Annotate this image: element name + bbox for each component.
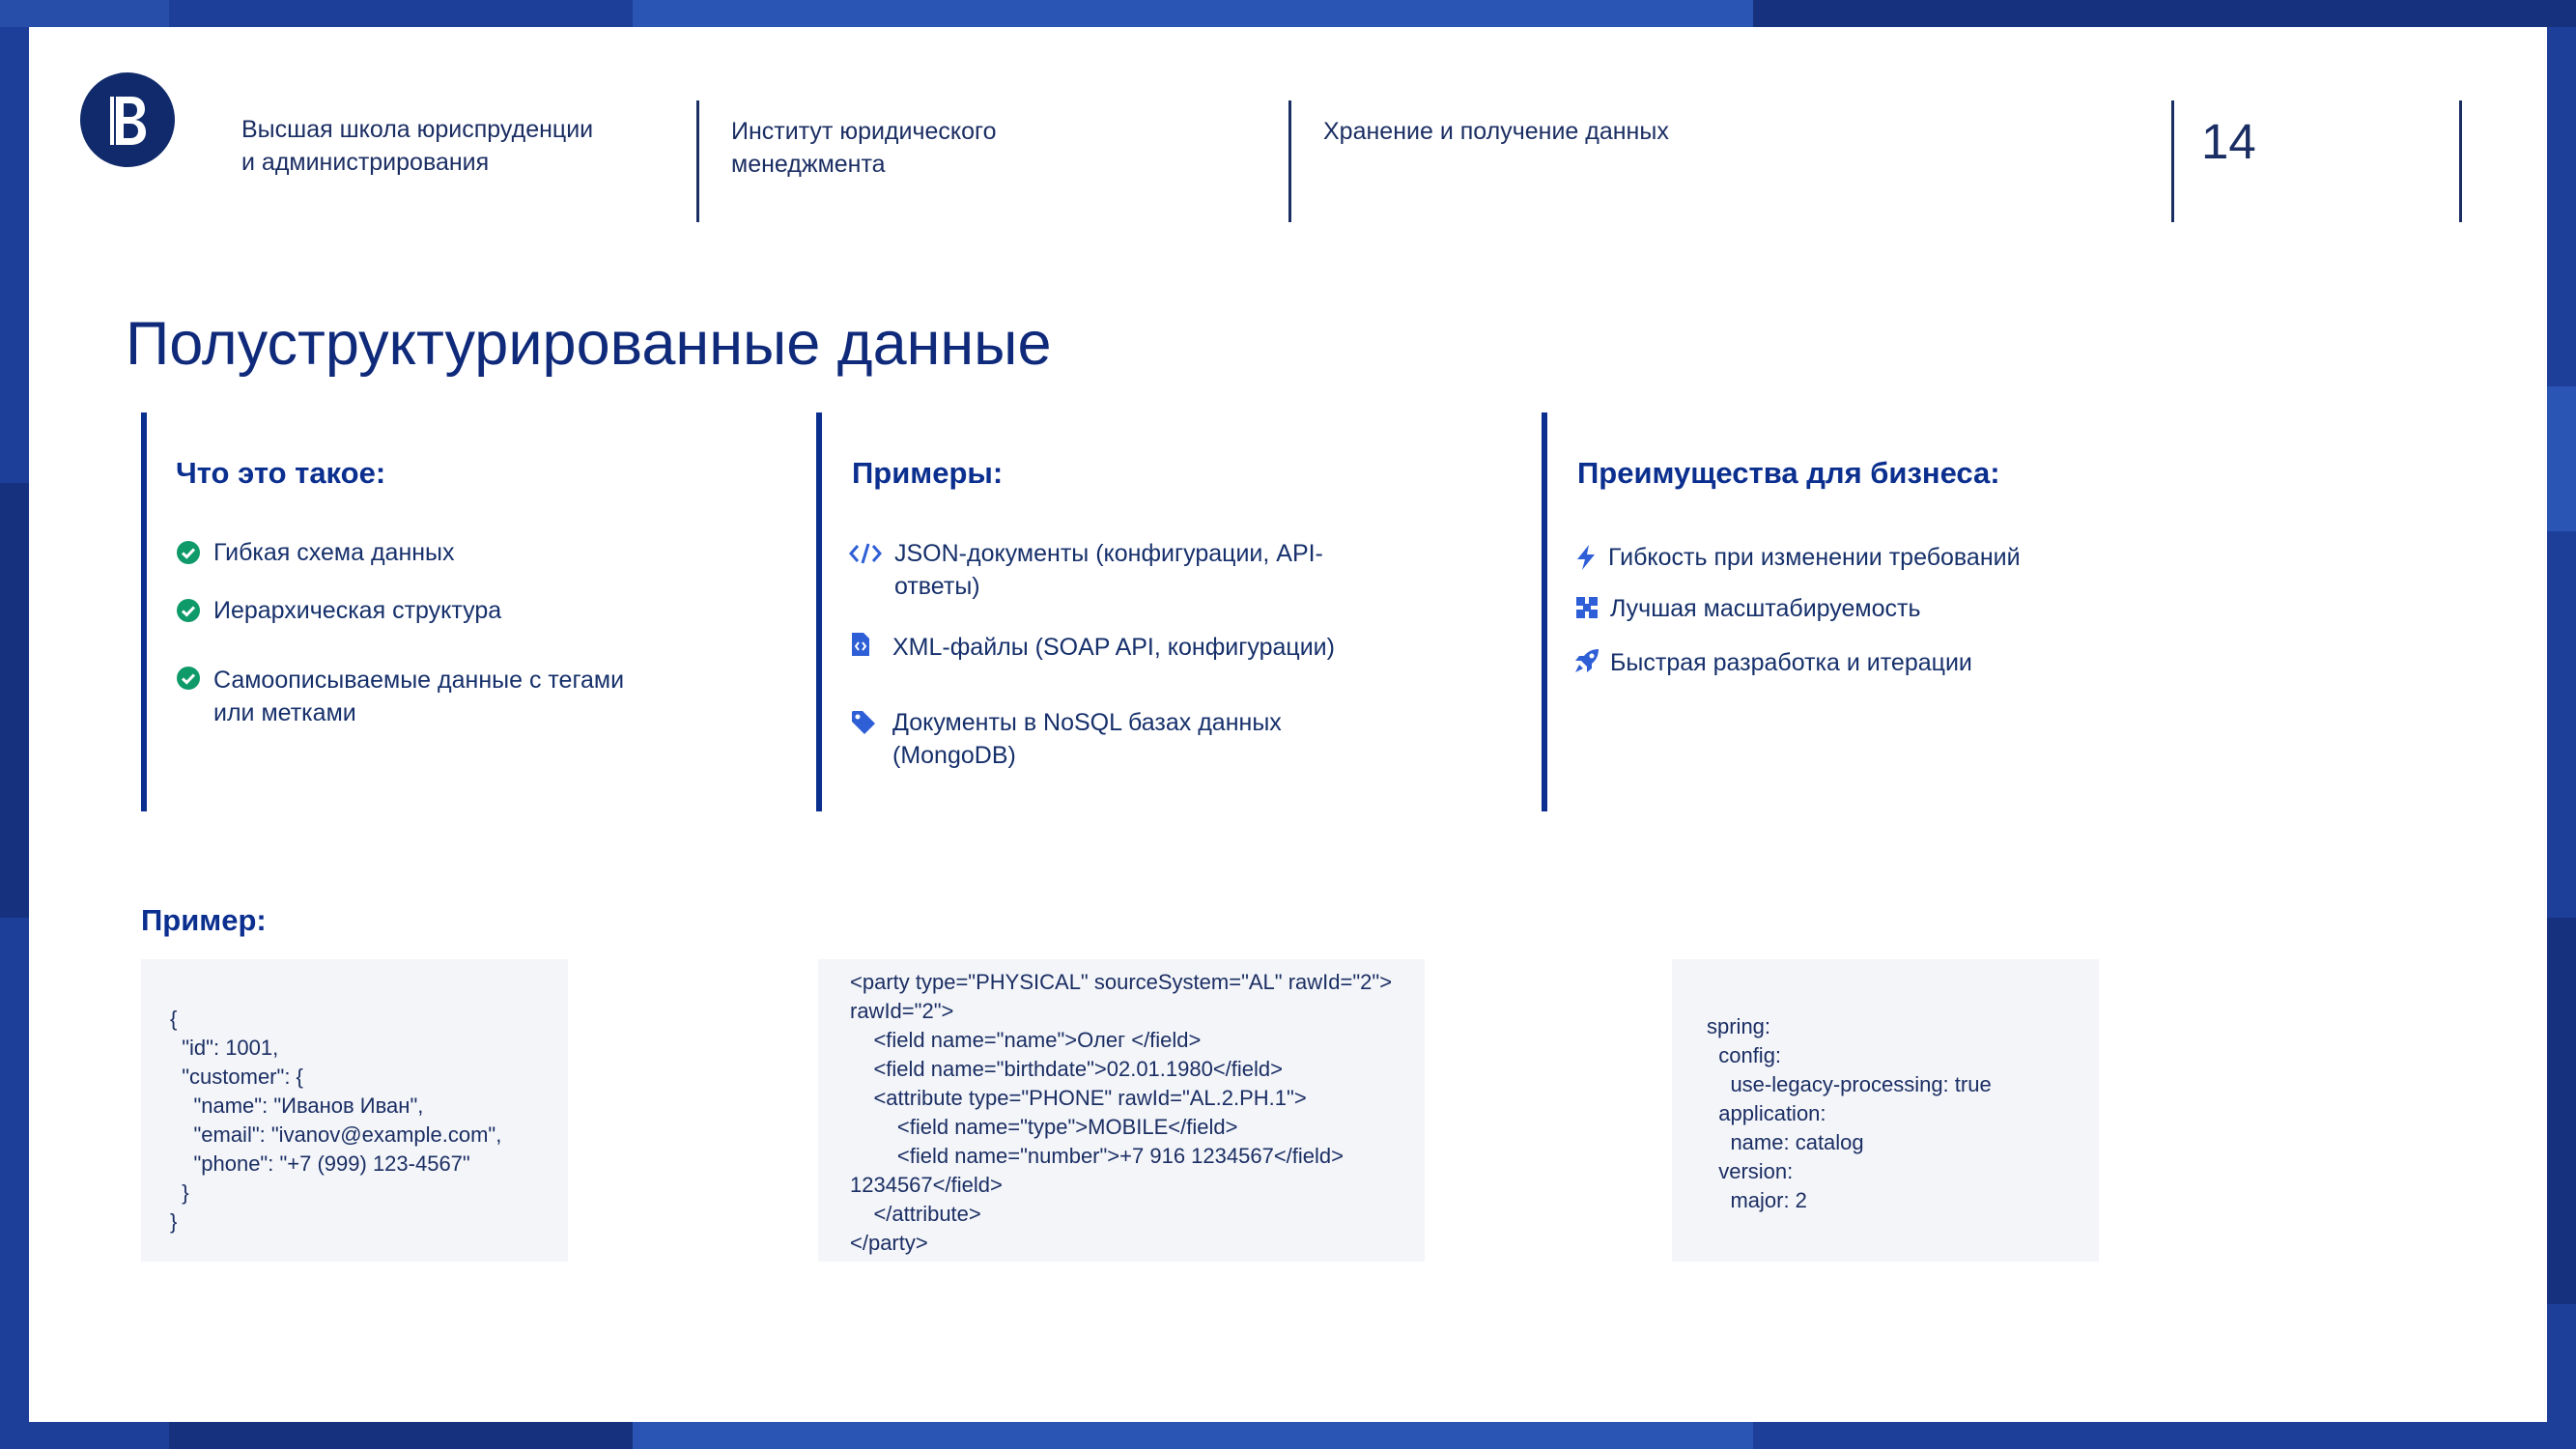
list-item	[1610, 646, 1972, 679]
list-item	[1610, 592, 1920, 625]
column-heading: Преимущества для бизнеса:	[1577, 456, 2000, 490]
list-item	[213, 664, 624, 729]
institute-name-line: менеджмента	[731, 151, 886, 178]
list-item	[213, 594, 501, 627]
column-accent-bar	[1542, 412, 1547, 811]
yaml-example-box	[1672, 959, 2099, 1262]
xml-code: <party type="PHYSICAL" sourceSystem="AL" rawId="2"> rawId="2"> <field name="name">Олег </field> <field name="birthdate">02.01.1980</field> <attribute type="PHONE" rawId="AL.2.PH.1"> <field name="type">MOBILE</field> <field name="number">+7 916 1234567</field> 1234567</field> </attribute> </party>	[850, 970, 1393, 1255]
list-item-text: Самоописываемые данные с тегами	[213, 667, 625, 694]
org-name-line: и администрирования	[241, 149, 490, 176]
check-circle-icon	[176, 666, 201, 691]
border-decoration	[633, 1422, 1753, 1449]
list-item-text: Лучшая масштабируемость	[1610, 595, 1921, 622]
list-item	[894, 537, 1323, 603]
tag-icon	[851, 710, 876, 735]
page-number: 14	[2201, 114, 2256, 169]
check-circle-icon	[176, 598, 201, 623]
yaml-code: spring: config: use-legacy-processing: true application: name: catalog version: major: 2	[1707, 1014, 1992, 1212]
header-divider	[2459, 100, 2462, 222]
border-decoration	[2547, 918, 2576, 1304]
border-decoration	[633, 0, 1753, 27]
column-accent-bar	[141, 412, 147, 811]
list-item-text: Иерархическая структура	[213, 597, 502, 624]
list-item-text: Документы в NoSQL базах данных	[892, 709, 1282, 736]
column-heading: Что это такое:	[176, 456, 386, 490]
border-decoration	[2547, 386, 2576, 531]
list-item	[892, 706, 1282, 772]
json-code: { "id": 1001, "customer": { "name": "Иванов Иван", "email": "ivanov@example.com", "phone": "+7 (999) 123-4567" } }	[170, 1007, 502, 1234]
list-item-text: Гибкость при изменении требований	[1608, 544, 2021, 571]
list-item-text: XML-файлы (SOAP API, конфигурации)	[892, 634, 1335, 661]
institute-name	[731, 115, 997, 181]
org-name	[241, 113, 593, 179]
border-decoration	[0, 483, 29, 918]
xml-example-box	[818, 959, 1425, 1262]
check-circle-icon	[176, 540, 201, 565]
column-accent-bar	[816, 412, 822, 811]
header-divider	[2171, 100, 2174, 222]
border-decoration	[0, 0, 169, 27]
column-heading: Примеры:	[852, 456, 1004, 490]
list-item-text: Гибкая схема данных	[213, 539, 455, 566]
json-example-box	[141, 959, 568, 1262]
rocket-icon	[1573, 647, 1600, 674]
code-icon	[849, 542, 882, 565]
example-heading: Пример:	[141, 903, 267, 937]
border-decoration	[1753, 0, 2576, 27]
list-item	[213, 536, 455, 569]
list-item-text: JSON-документы (конфигурации, API-	[894, 540, 1323, 567]
logo-mark-icon	[99, 89, 156, 151]
course-name: Хранение и получение данных	[1323, 118, 1669, 145]
list-item-text: или метками	[213, 699, 356, 726]
puzzle-icon	[1575, 596, 1599, 619]
list-item-text: Быстрая разработка и итерации	[1610, 649, 1972, 676]
list-item-text: (MongoDB)	[892, 742, 1016, 769]
border-decoration	[169, 1422, 633, 1449]
org-name-line: Высшая школа юриспруденции	[241, 116, 594, 143]
header-divider	[696, 100, 699, 222]
institute-name-line: Институт юридического	[731, 118, 997, 145]
bolt-icon	[1575, 544, 1597, 571]
list-item	[1608, 541, 2021, 574]
list-item	[892, 631, 1335, 664]
university-logo	[80, 72, 175, 167]
code-file-icon	[851, 632, 870, 657]
list-item-text: ответы)	[894, 573, 980, 600]
header-divider	[1288, 100, 1291, 222]
slide-title: Полуструктурированные данные	[126, 310, 1052, 378]
